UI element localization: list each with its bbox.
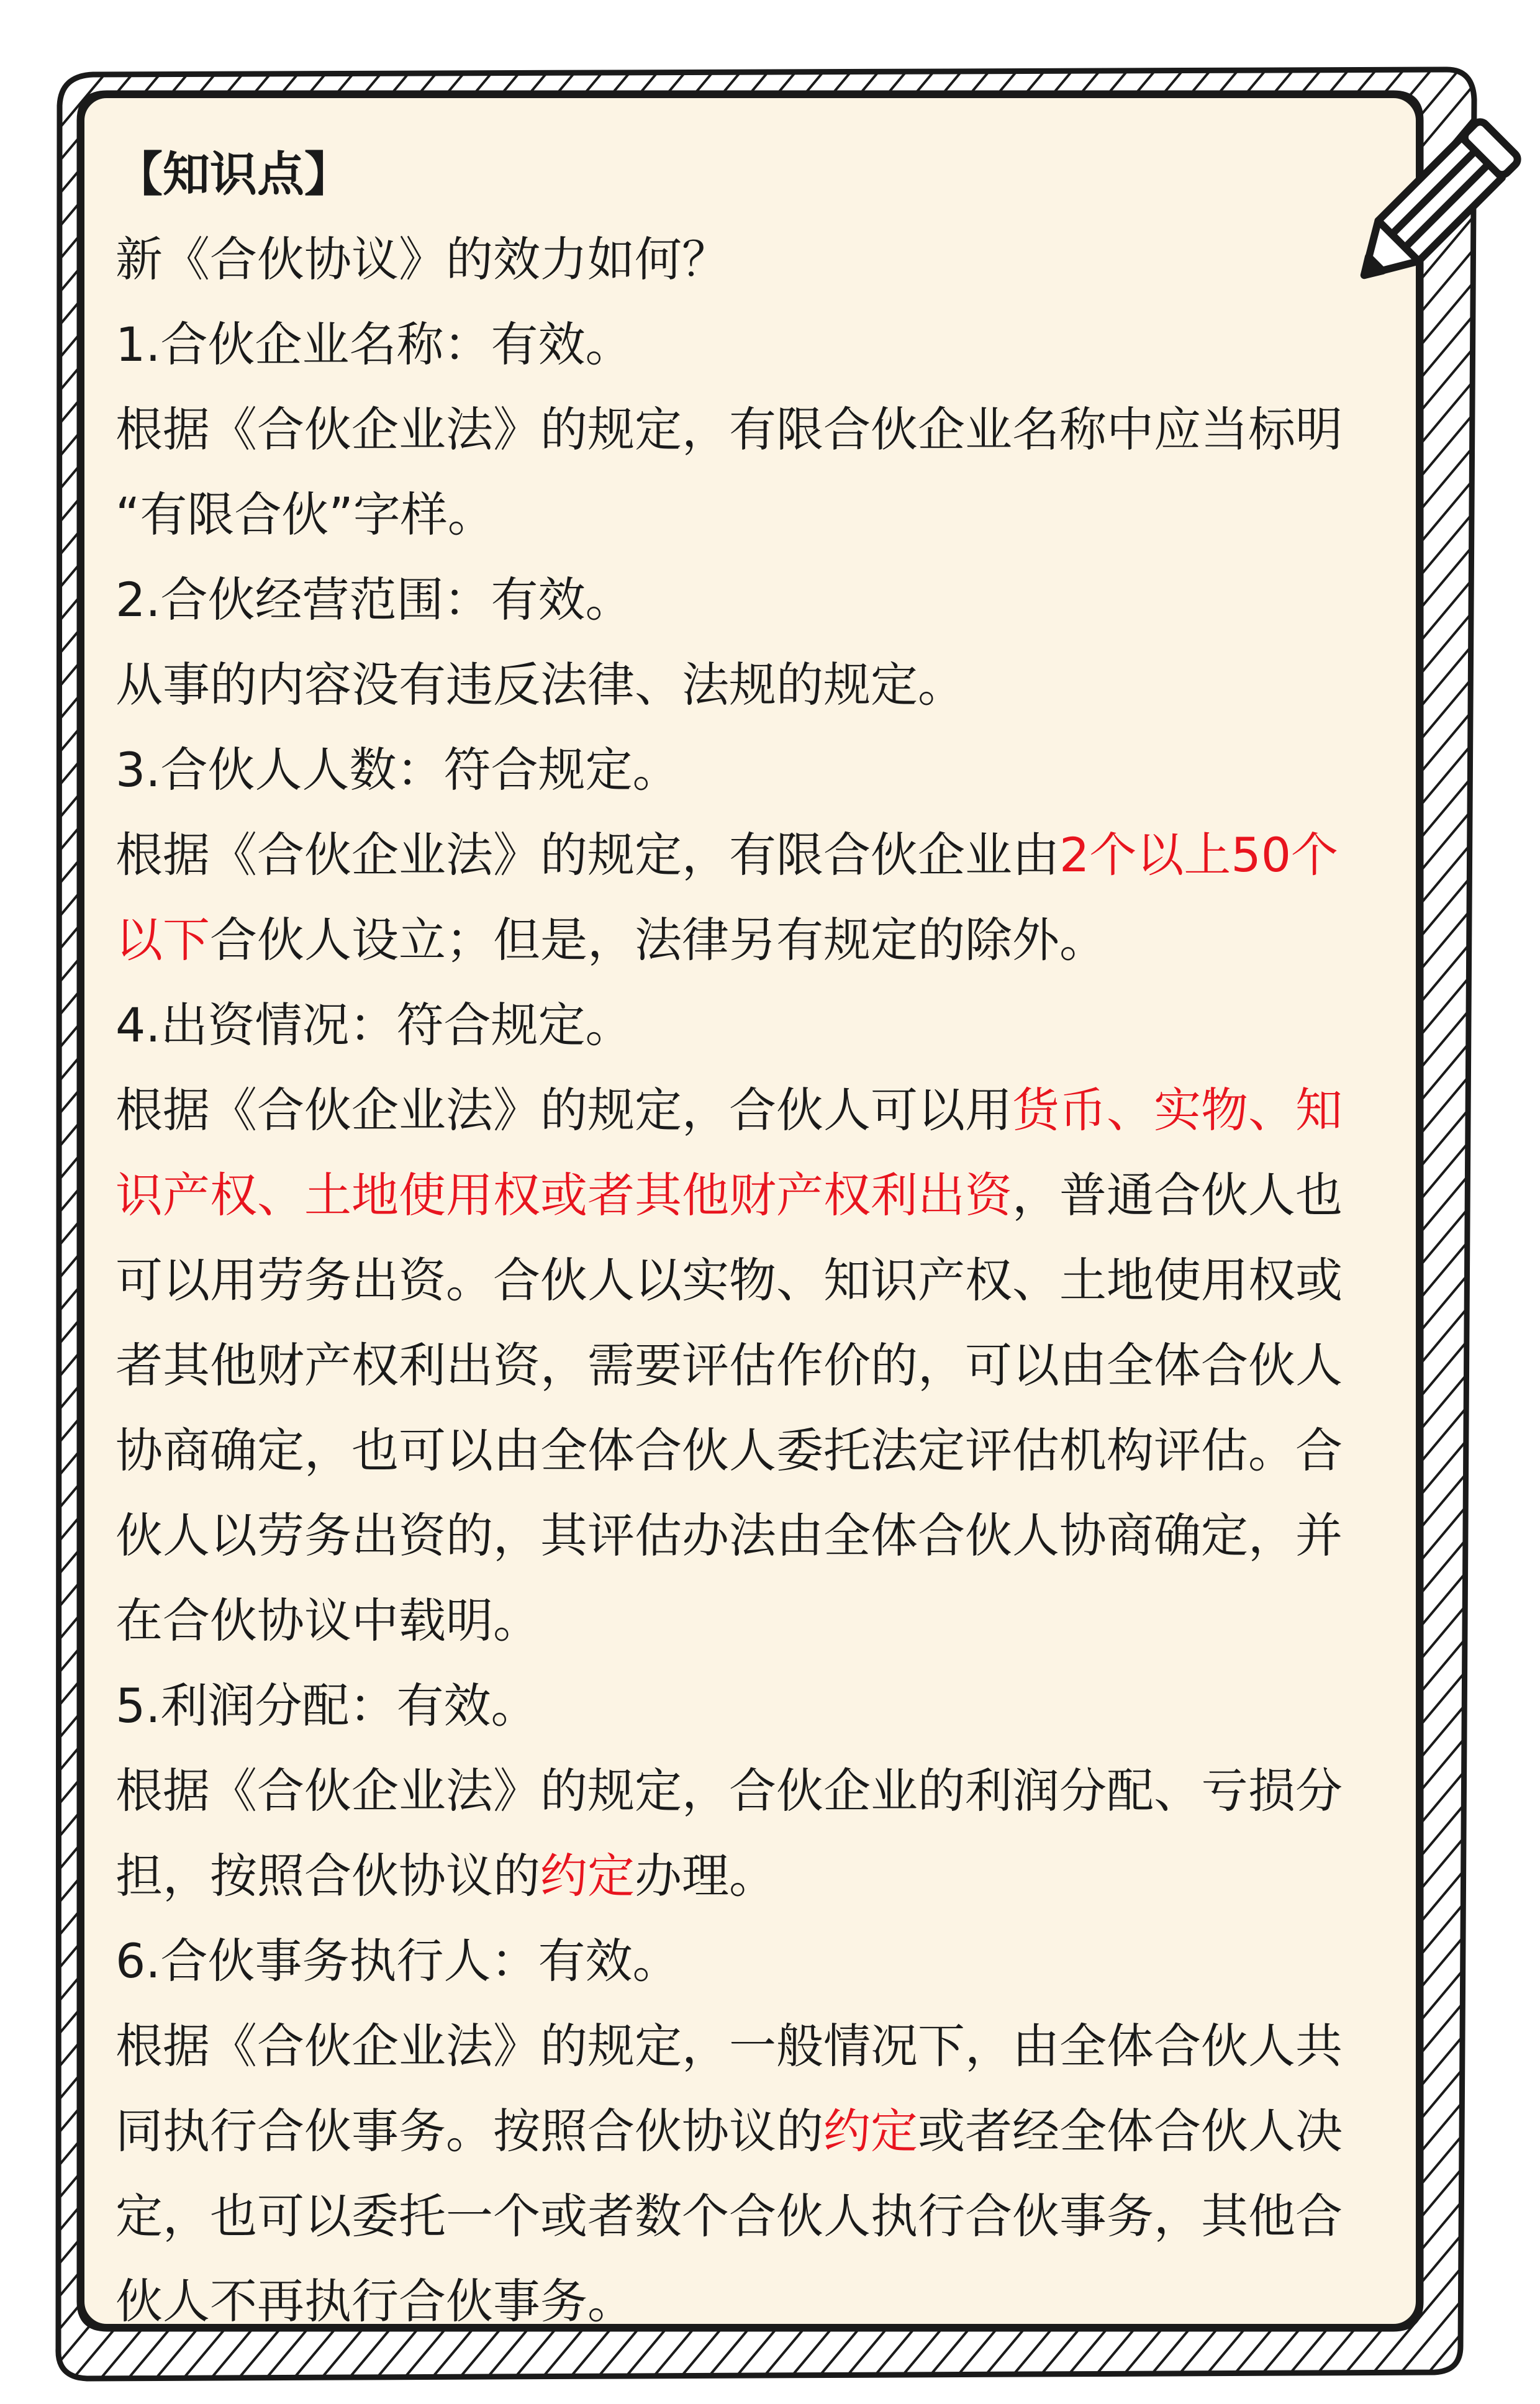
text-segment: ，普通合伙人也 — [1012, 1168, 1343, 1223]
text-line — [116, 1918, 1413, 2003]
text-segment: 4.出资情况：符合规定。 — [116, 997, 633, 1053]
text-segment: 根据《合伙企业法》的规定，合伙人可以用 — [116, 1082, 1012, 1138]
highlighted-text: 约定 — [540, 1848, 635, 1903]
text-line — [116, 472, 1413, 557]
text-line — [116, 2003, 1413, 2089]
text-segment: 可以用劳务出资。合伙人以实物、知识产权、土地使用权或 — [116, 1253, 1343, 1308]
text-line — [116, 812, 1413, 897]
text-line — [116, 2174, 1413, 2259]
text-segment: 合伙人设立；但是，法律另有规定的除外。 — [210, 912, 1107, 968]
text-segment: 或者经全体合伙人决 — [918, 2103, 1343, 2159]
highlighted-text: 以下 — [116, 912, 210, 968]
text-line — [116, 1493, 1413, 1578]
text-line — [116, 2089, 1413, 2174]
text-segment: 根据《合伙企业法》的规定，有限合伙企业名称中应当标明 — [116, 402, 1343, 457]
text-segment: 新《合伙协议》的效力如何？ — [116, 232, 729, 287]
text-segment: 伙人以劳务出资的，其评估办法由全体合伙人协商确定，并 — [116, 1508, 1343, 1563]
highlighted-text: 货币、实物、知 — [1012, 1082, 1343, 1138]
text-segment: 5.利润分配：有效。 — [116, 1678, 538, 1733]
text-segment: 同执行合伙事务。按照合伙协议的 — [116, 2103, 823, 2159]
pencil-icon — [1329, 99, 1540, 311]
text-line — [116, 727, 1413, 812]
highlighted-text: 识产权、土地使用权或者其他财产权利出资 — [116, 1168, 1012, 1223]
text-segment: 从事的内容没有违反法律、法规的规定。 — [116, 657, 965, 712]
text-segment: 协商确定，也可以由全体合伙人委托法定评估机构评估。合 — [116, 1423, 1343, 1478]
text-segment: 伙人不再执行合伙事务。 — [116, 2274, 635, 2329]
highlighted-text: 约定 — [823, 2103, 918, 2159]
text-segment: 6.合伙事务执行人：有效。 — [116, 1933, 680, 1989]
document-lines — [116, 217, 1413, 2344]
document-title: 【知识点】 — [116, 147, 351, 202]
highlighted-text: 2个以上50个 — [1059, 827, 1339, 882]
text-segment: 3.合伙人人数：符合规定。 — [116, 742, 680, 797]
document-body — [116, 132, 1413, 2344]
text-line — [116, 642, 1413, 727]
text-line — [116, 897, 1413, 982]
text-segment: 根据《合伙企业法》的规定，一般情况下，由全体合伙人共 — [116, 2018, 1343, 2074]
text-segment: 根据《合伙企业法》的规定，有限合伙企业由 — [116, 827, 1059, 882]
text-line — [116, 387, 1413, 472]
text-line — [116, 1578, 1413, 1663]
text-line — [116, 1833, 1413, 1918]
text-line — [116, 982, 1413, 1068]
text-line — [116, 1663, 1413, 1748]
text-line — [116, 1408, 1413, 1493]
text-segment: 担，按照合伙协议的 — [116, 1848, 540, 1903]
text-line — [116, 1748, 1413, 1833]
text-line — [116, 1068, 1413, 1153]
text-segment: 2.合伙经营范围：有效。 — [116, 572, 633, 627]
text-segment: 者其他财产权利出资，需要评估作价的，可以由全体合伙人 — [116, 1338, 1343, 1393]
text-segment: 1.合伙企业名称：有效。 — [116, 317, 633, 372]
text-segment: 在合伙协议中载明。 — [116, 1593, 540, 1648]
text-line — [116, 302, 1413, 387]
text-segment: “有限合伙”字样。 — [116, 487, 495, 542]
text-line — [116, 217, 1413, 302]
text-line — [116, 557, 1413, 642]
text-line — [116, 2259, 1413, 2344]
text-line — [116, 1238, 1413, 1323]
text-segment: 办理。 — [635, 1848, 776, 1903]
text-line — [116, 1323, 1413, 1408]
text-segment: 定，也可以委托一个或者数个合伙人执行合伙事务，其他合 — [116, 2189, 1343, 2244]
text-line — [116, 1153, 1413, 1238]
text-segment: 根据《合伙企业法》的规定，合伙企业的利润分配、亏损分 — [116, 1763, 1343, 1818]
